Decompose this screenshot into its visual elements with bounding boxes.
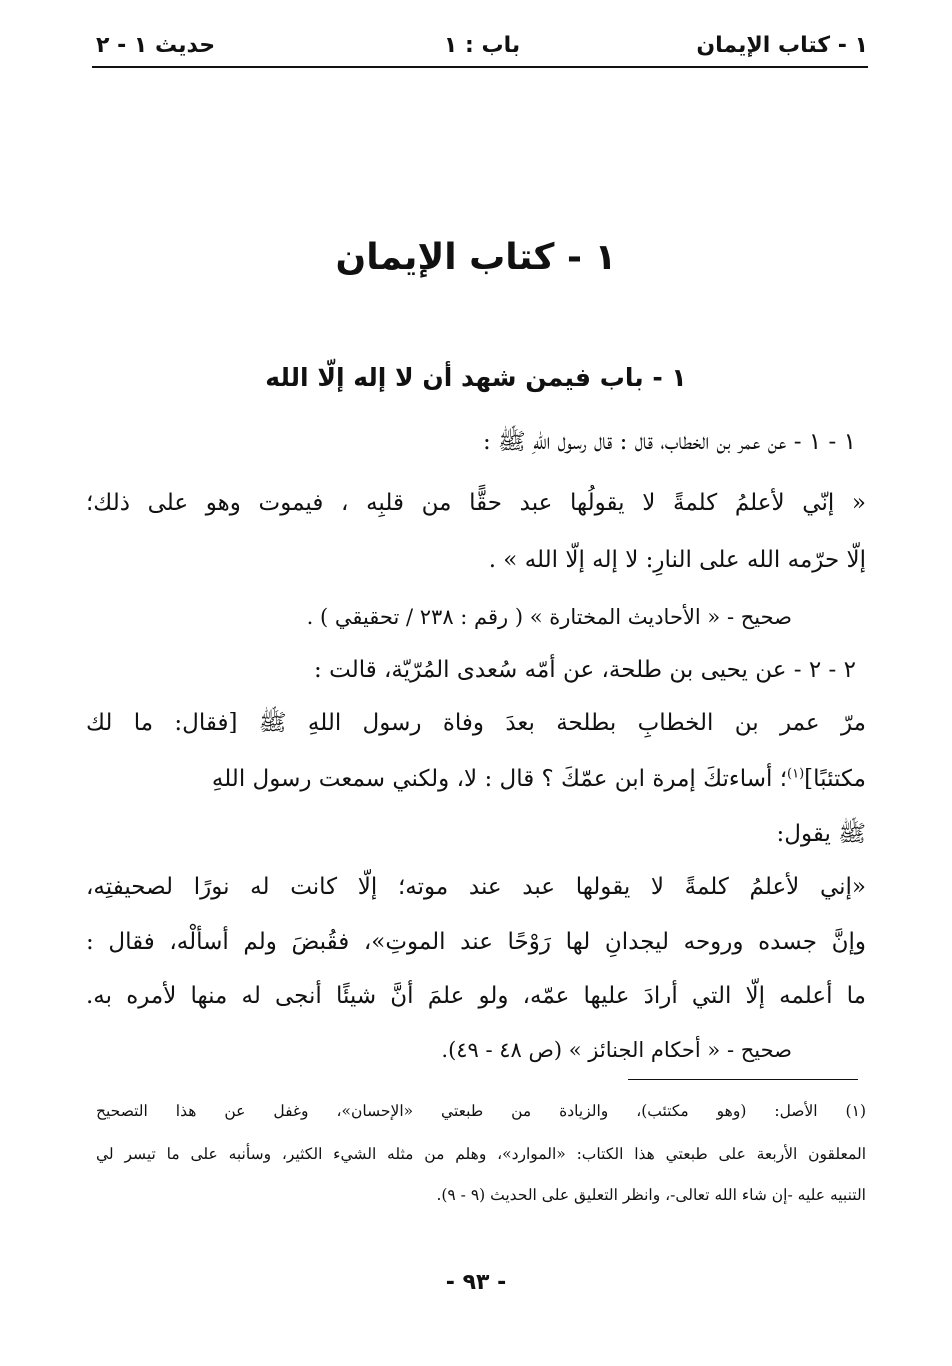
hadith1-line-2: « إنّي لأعلمُ كلمةً لا يقولُها عبد حقًّا من قلبِه ، فيموت وهو على ذلك؛ [86,490,866,516]
hadith1-line-3: إلّا حرّمه الله على النارِ: لا إله إلّا الله » . [488,547,866,573]
hadith2-line-3-rest: ؛ أساءتكَ إمرة ابن عمّكَ ؟ قال : لا، ولكني سمعت رسول اللهِ [211,766,788,792]
hadith2-line-3-start: مكتئبًا] [804,766,866,792]
hadith2-line-2: مرّ عمر بن الخطابِ بطلحة بعدَ وفاة رسول اللهِ ﷺ [فقال: ما لك [86,710,866,736]
footnote-line-3: التنبيه عليه -إن شاء الله تعالى-، وانظر التعليق على الحديث (٩ - ٩). [436,1186,866,1204]
footnote-ref: (١) [787,766,805,782]
footnote-line-2: المعلقون الأربعة على طبعتي هذا الكتاب: «الموارد»، وهلم من مثله الشيء الكثير، وسأنبه على ما تيسر لي [96,1145,866,1163]
footnote-line-1: (١) الأصل: (وهو مكتئب)، والزيادة من طبعتي «الإحسان»، وغفل عن هذا التصحيح [96,1102,866,1120]
header-chapter: باب : ١ [443,33,521,58]
footnote-rule [628,1079,858,1080]
book-title: ١ - كتاب الإيمان [335,237,617,278]
hadith2-grade: صحيح - « أحكام الجنائز » (ص ٤٨ - ٤٩). [441,1038,792,1062]
running-header [96,30,868,70]
hadith2-line-1: ٢ - ٢ - عن يحيى بن طلحة، عن أمّه سُعدى المُرّيّة، قالت : [314,657,856,683]
hadith2-line-6: وإنَّ جسده وروحه ليجدانِ لها رَوْحًا عند الموتِ»، فقُبضَ ولم أسألْه، فقال : [86,929,866,955]
hadith2-line-4: ﷺ يقول: [776,821,866,847]
header-rule [92,66,868,68]
hadith2-line-5: «إني لأعلمُ كلمةً لا يقولها عبد عند موته؛ إلّا كانت له نورًا لصحيفتِه، [86,874,866,900]
page-number: - ٩٣ - [445,1270,507,1295]
hadith1-line-1: ١ - ١ - عن عمر بن الخطاب، قال : قال رسول اللهِ ﷺ : [483,429,856,455]
hadith2-line-3 [212,759,866,799]
hadith2-line-7: ما أعلمه إلّا التي أرادَ عليها عمّه، ولو علمَ أنَّ شيئًا أنجى له منها لأمره به. [86,983,866,1009]
header-hadith-range: حديث ١ - ٢ [96,33,216,58]
header-book-title: ١ - كتاب الإيمان [696,33,868,58]
hadith1-grade: صحيح - « الأحاديث المختارة » ( رقم : ٢٣٨ / تحقيقي ) . [306,605,792,629]
chapter-heading: ١ - باب فيمن شهد أن لا إله إلّا الله [265,363,687,392]
